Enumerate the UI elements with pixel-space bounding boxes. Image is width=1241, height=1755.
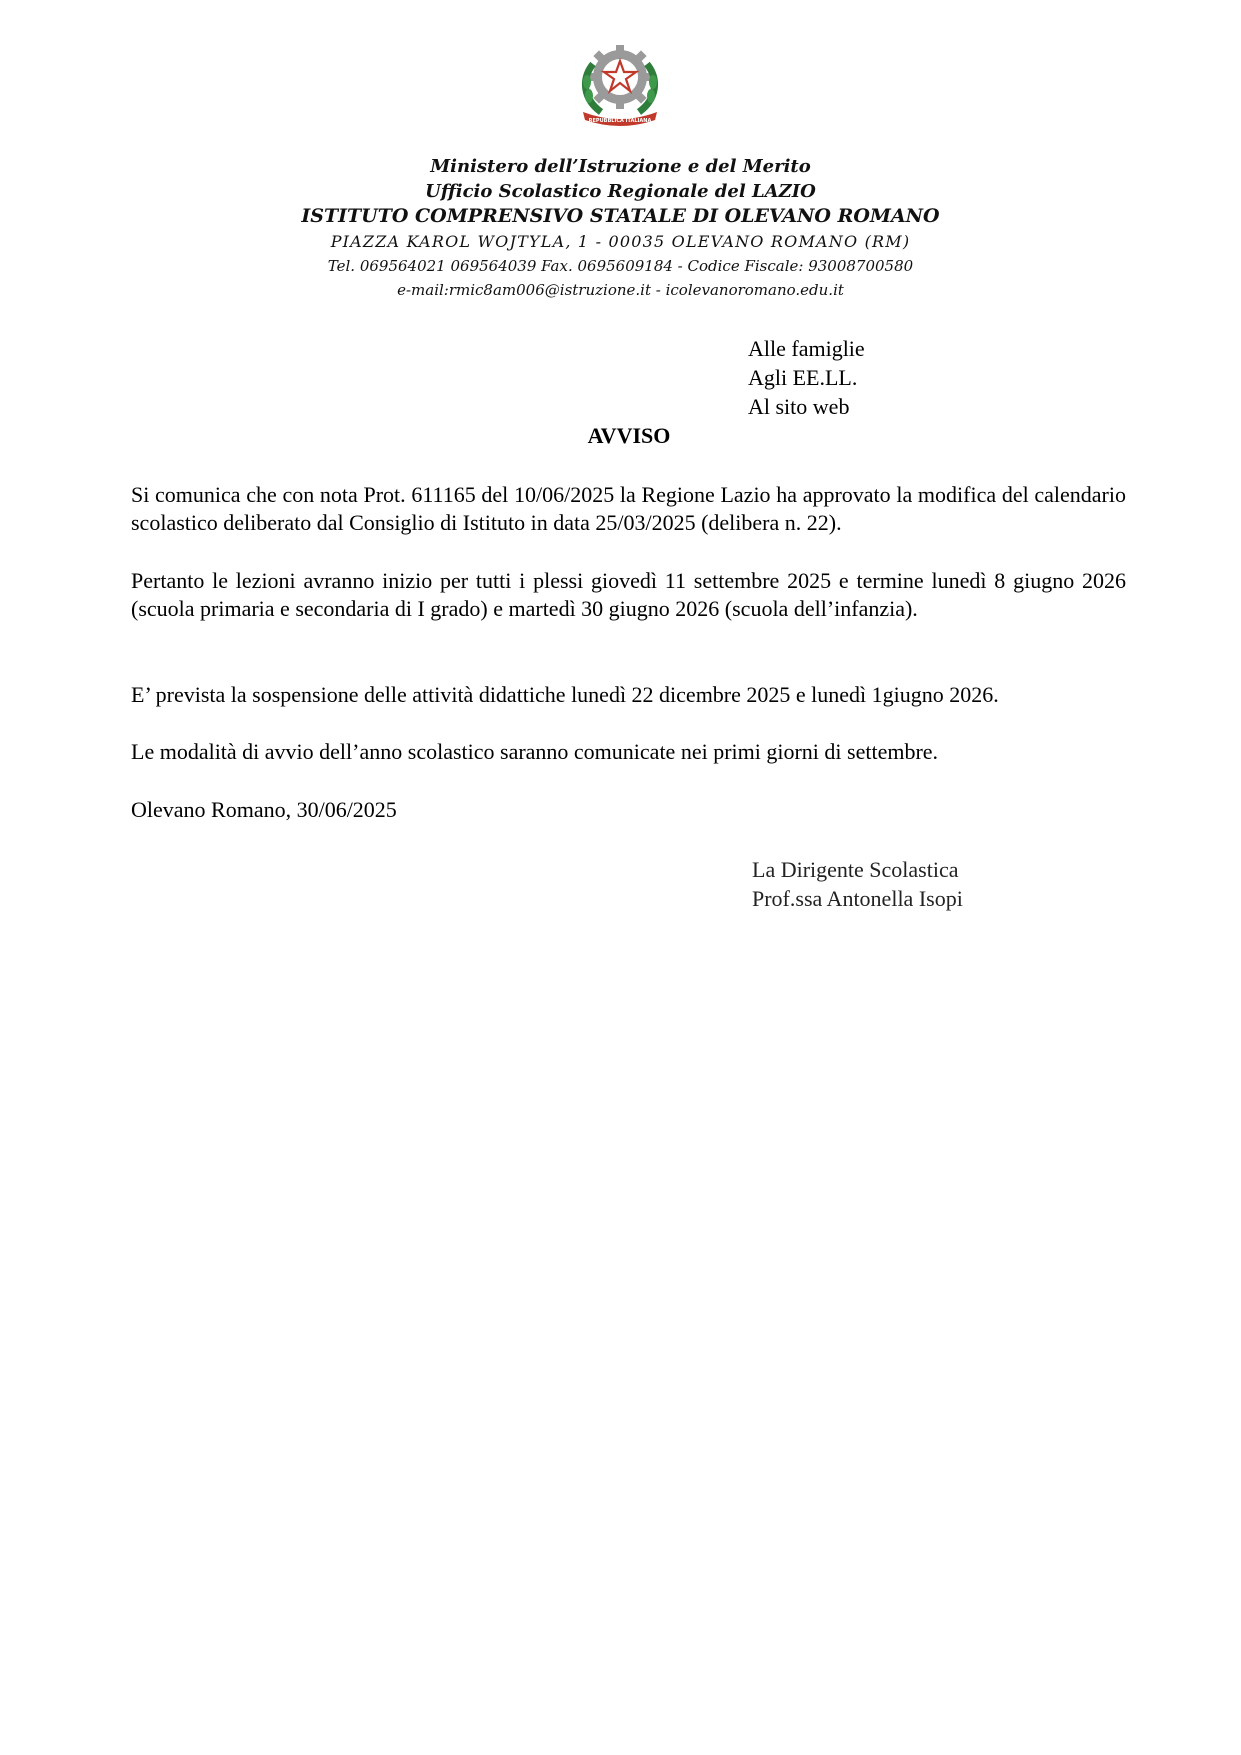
notice-heading: AVVISO	[587, 423, 671, 448]
school-address: PIAZZA KAROL WOJTYLA, 1 - 00035 OLEVANO ROMANO (RM)	[330, 232, 911, 251]
ministry-name: Ministero dell’Istruzione e del Merito	[430, 156, 811, 177]
body-paragraph: E’ prevista la sospensione delle attività didattiche lunedì 22 dicembre 2025 e lunedì 1giugno 2026.	[131, 682, 999, 707]
place-date: Olevano Romano, 30/06/2025	[131, 797, 397, 822]
body-paragraph: Le modalità di avvio dell’anno scolastico saranno comunicate nei primi giorni di settembre.	[131, 739, 939, 764]
body-paragraph: Pertanto le lezioni avranno inizio per tutti i plessi giovedì 11 settembre 2025 e termine lunedì 8 giugno 2026 (scuola primaria e secondaria di I grado) e martedì 30 giugno 2026 (scuola dell’infanzia).	[131, 568, 1126, 621]
regional-office: Ufficio Scolastico Regionale del LAZIO	[425, 181, 816, 202]
recipient-line: Alle famiglie	[748, 336, 865, 361]
school-contacts: Tel. 069564021 069564039 Fax. 0695609184 - Codice Fiscale: 93008700580	[327, 257, 914, 275]
svg-text:REPUBBLICA ITALIANA: REPUBBLICA ITALIANA	[588, 118, 652, 124]
repubblica-italiana-emblem-icon	[573, 34, 667, 128]
signatory-name: Prof.ssa Antonella Isopi	[752, 886, 963, 911]
recipient-line: Al sito web	[748, 394, 850, 419]
recipients-block	[748, 334, 865, 421]
signatory-role: La Dirigente Scolastica	[752, 857, 959, 882]
body-paragraph: Si comunica che con nota Prot. 611165 del 10/06/2025 la Regione Lazio ha approvato la modifica del calendario scolastico deliberato dal Consiglio di Istituto in data 25/03/2025 (delibera n. 22).	[131, 482, 1126, 535]
recipient-line: Agli EE.LL.	[748, 365, 858, 390]
school-email: e-mail:rmic8am006@istruzione.it - icolevanoromano.edu.it	[397, 281, 844, 299]
signature-block	[752, 855, 963, 913]
school-name: ISTITUTO COMPRENSIVO STATALE DI OLEVANO ROMANO	[301, 205, 940, 227]
